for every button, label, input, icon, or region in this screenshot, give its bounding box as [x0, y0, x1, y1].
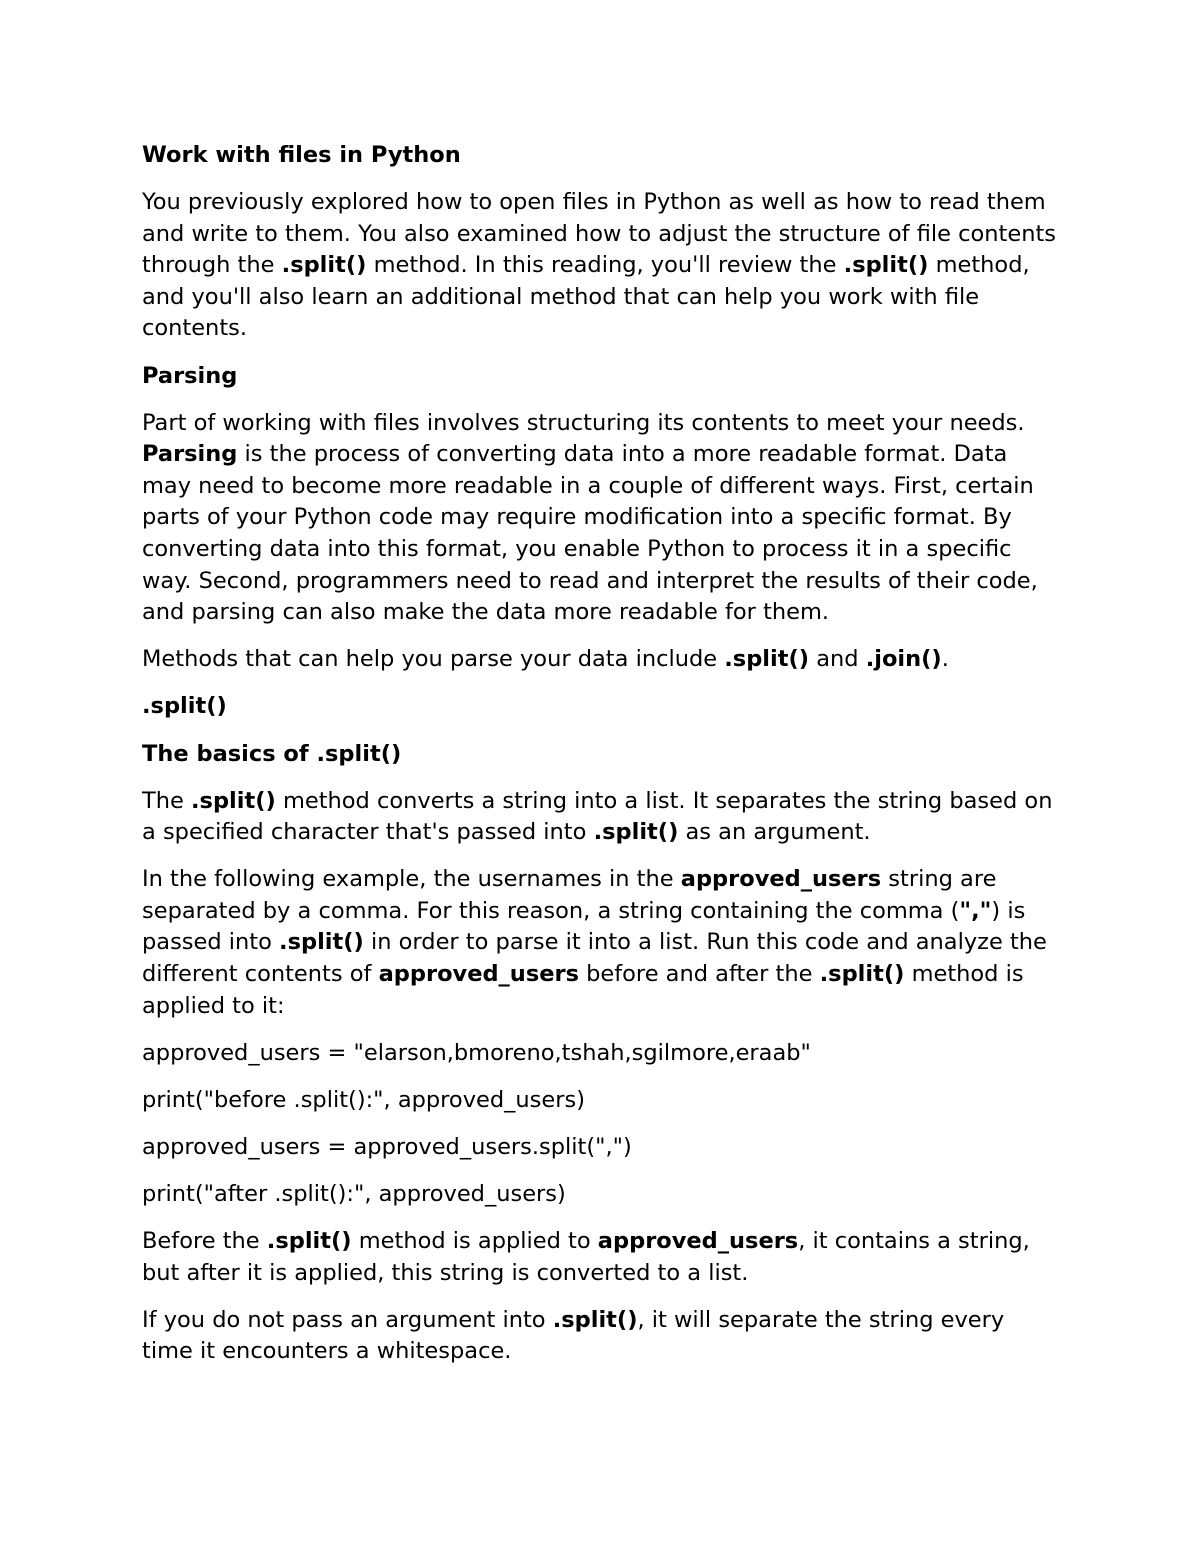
methods-text-2: and	[809, 646, 866, 673]
whitespace-paragraph	[142, 1305, 1060, 1368]
basics-bold-1: .split()	[191, 787, 276, 814]
intro-paragraph	[142, 187, 1060, 345]
methods-paragraph	[142, 644, 1060, 676]
basics-bold-2: .split()	[593, 819, 679, 846]
basics-text-3: as an argument.	[678, 819, 871, 846]
before-text-1: Before the	[142, 1228, 267, 1255]
parsing-text-1: Part of working with files involves structuring its contents to meet your needs.	[142, 409, 1025, 436]
whitespace-bold-1: .split()	[552, 1306, 638, 1333]
intro-bold-2: .split()	[843, 252, 929, 279]
whitespace-text-2: , it will separate the string every time it encounters a whitespace.	[142, 1306, 1005, 1365]
intro-text-3: method, and you'll also learn an additional method that can help you work with file contents.	[142, 252, 1030, 342]
code-line: print("after .split():", approved_users)	[142, 1181, 566, 1208]
example-bold-3: .split()	[279, 929, 364, 956]
before-bold-2: approved_users	[597, 1228, 799, 1255]
example-bold-2: ","	[959, 897, 992, 924]
before-bold-1: .split()	[266, 1228, 352, 1255]
example-paragraph	[142, 864, 1060, 1022]
before-text-2: method is applied to	[351, 1228, 598, 1255]
example-text-1: In the following example, the usernames in the	[142, 866, 681, 893]
whitespace-text-1: If you do not pass an argument into	[142, 1306, 553, 1333]
example-text-3: ) is passed into	[142, 897, 1026, 956]
parsing-bold-1: Parsing	[142, 441, 238, 468]
code-line: approved_users = approved_users.split(",")	[142, 1133, 632, 1160]
basics-heading: The basics of .split()	[142, 740, 402, 767]
example-text-6: method is applied to it:	[142, 961, 1024, 1019]
intro-text-2: method. In this reading, you'll review the	[366, 252, 844, 279]
methods-text-3: .	[941, 646, 949, 673]
before-text-3: , it contains a string, but after it is applied, this string is converted to a list.	[142, 1228, 1030, 1286]
parsing-heading: Parsing	[142, 362, 238, 389]
example-bold-1: approved_users	[680, 866, 882, 893]
example-text-5: before and after the	[578, 961, 820, 988]
basics-paragraph	[142, 786, 1060, 849]
parsing-paragraph	[142, 408, 1060, 629]
basics-text-2: method converts a string into a list. It separates the string based on a specified character that's passed into	[142, 787, 1053, 846]
parsing-text-2: is the process of converting data into a more readable format. Data may need to become more readable in a couple of different ways. First, certain parts of your Python code may require modification into a specific format. By converting data into this format, you enable Python to process it in a specific way. Second, programmers need to read and interpret the results of their code, and parsing can also make the data more readable for them.	[142, 441, 1038, 626]
before-paragraph	[142, 1226, 1060, 1289]
methods-bold-2: .join()	[865, 646, 942, 673]
example-bold-4: approved_users	[378, 961, 579, 988]
methods-bold-1: .split()	[724, 646, 810, 673]
split-heading: .split()	[142, 693, 227, 720]
code-line: print("before .split():", approved_users)	[142, 1086, 585, 1113]
intro-text-1: You previously explored how to open files in Python as well as how to read them and write to them. You also examined how to adjust the structure of file contents through the	[142, 189, 1057, 279]
intro-bold-1: .split()	[281, 252, 367, 279]
page-title: Work with files in Python	[142, 142, 461, 168]
basics-text-1: The	[142, 787, 191, 814]
example-bold-5: .split()	[819, 961, 905, 988]
methods-text-1: Methods that can help you parse your data include	[142, 646, 725, 673]
example-text-2: string are separated by a comma. For this reason, a string containing the comma (	[142, 866, 997, 924]
example-text-4: in order to parse it into a list. Run this code and analyze the different contents of	[142, 929, 1047, 988]
code-line: approved_users = "elarson,bmoreno,tshah,sgilmore,eraab"	[142, 1039, 811, 1066]
